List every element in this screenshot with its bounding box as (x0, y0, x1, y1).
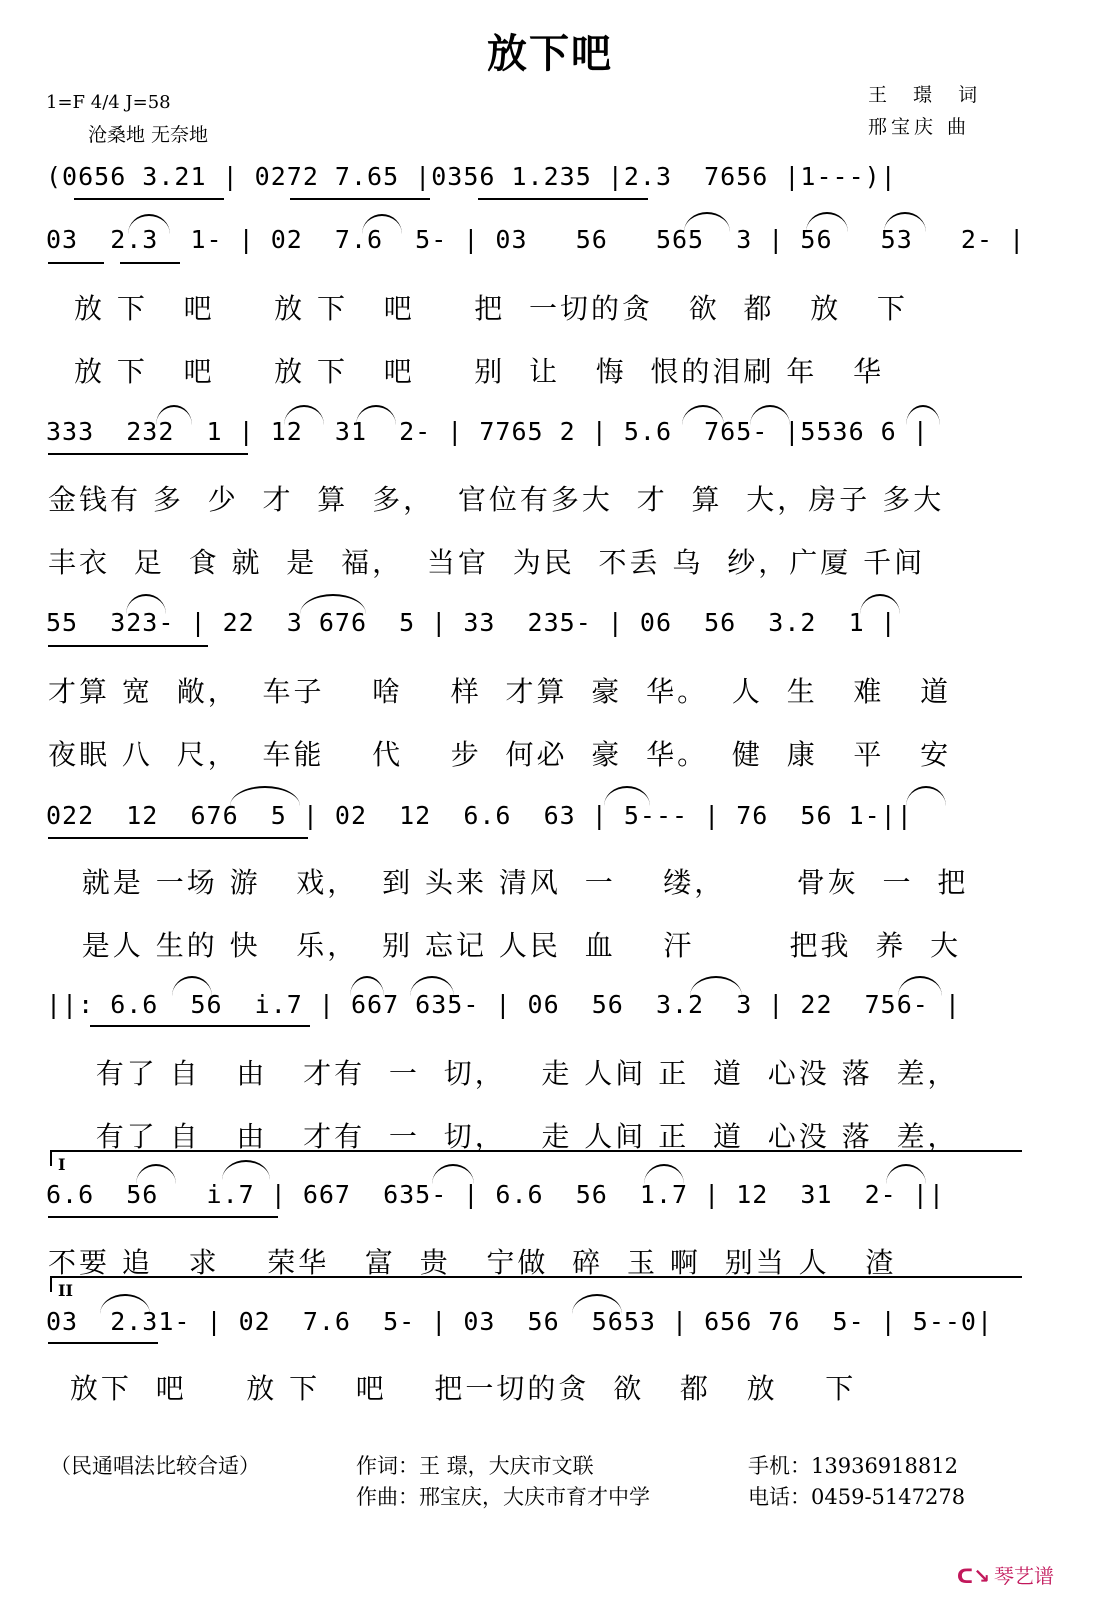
slur (128, 214, 170, 234)
slur (906, 405, 940, 425)
beam-underline (48, 1216, 278, 1218)
contact-phone: 电话：0459-5147278 (748, 1485, 966, 1509)
lyric-line-7: 放下 吧 放 下 吧 把一切的贪 欲 都 放 下 (58, 1372, 857, 1405)
slur (684, 212, 730, 232)
contact-mobile: 手机：13936918812 (748, 1454, 958, 1478)
beam-underline (120, 262, 180, 264)
slur (682, 405, 724, 425)
slur (410, 976, 454, 996)
first-ending-bracket (50, 1150, 1022, 1166)
lyricist-credit: 王 璟 词 (868, 84, 988, 106)
slur (898, 976, 942, 996)
lyric-line-1-verse-2: 放 下 吧 放 下 吧 别 让 悔 恨的泪刷 年 华 (74, 355, 885, 388)
notation-line-5-repeat: ||: 6.6 56 i.7 | 667 635- | 06 56 3.2 3 | 22 756- | (46, 990, 961, 1019)
footer-lyricist: 作词：王 璟，大庆市文联 (356, 1454, 594, 1478)
notation-line-intro: (0656 3.21 | 0272 7.65 |0356 1.235 |2.3 7656 |1---)| (46, 162, 897, 191)
slur (136, 1164, 176, 1184)
beam-underline (290, 198, 430, 200)
composer-credit: 邢宝庆 曲 (868, 116, 971, 138)
beam-underline (48, 837, 308, 839)
slur (126, 594, 166, 614)
watermark-logo-icon: ᑕ↘ (956, 1564, 990, 1588)
slur (172, 976, 212, 996)
beam-underline (74, 198, 224, 200)
beam-underline (478, 198, 648, 200)
slur (644, 1164, 684, 1184)
slur (156, 405, 192, 425)
lyric-line-2-verse-2: 丰衣 足 食 就 是 福， 当官 为民 不丢 乌 纱，广厦 千间 (48, 546, 926, 579)
first-ending-number: I (58, 1155, 66, 1174)
watermark-text: 琴艺谱 (994, 1564, 1054, 1588)
key-time-tempo: 1=F 4/4 J=58 (46, 92, 171, 113)
slur (884, 212, 926, 232)
slur (806, 212, 848, 232)
slur (604, 786, 650, 806)
second-ending-bracket (50, 1276, 1022, 1292)
performance-note: （民通唱法比较合适） (50, 1454, 260, 1478)
slur (350, 976, 384, 996)
slur (906, 786, 946, 806)
slur (230, 786, 300, 806)
notation-line-4: 022 12 676 5 | 02 12 6.6 63 | 5--- | 76 56 1-|| (46, 801, 913, 830)
slur (362, 214, 402, 234)
slur (572, 1294, 622, 1314)
slur (860, 594, 900, 614)
slur (284, 405, 324, 425)
slur (356, 405, 396, 425)
expression-marking: 沧桑地 无奈地 (88, 124, 209, 146)
notation-line-2: 333 232 1 | 12 31 2- | 7765 2 | 5.6 765- |5536 6 | (46, 417, 929, 446)
notation-line-3: 55 323- | 22 3 676 5 | 33 235- | 06 56 3.2 1 | (46, 608, 897, 637)
notation-line-6-first-ending: 6.6 56 i.7 | 667 635- | 6.6 56 1.7 | 12 31 2- || (46, 1180, 945, 1209)
song-title: 放下吧 (487, 30, 613, 77)
lyric-line-3-verse-1: 才算 宽 敞， 车子 啥 样 才算 豪 华。 人 生 难 道 (48, 675, 952, 708)
lyric-line-2-verse-1: 金钱有 多 少 才 算 多， 官位有多大 才 算 大，房子 多大 (48, 483, 945, 516)
notation-line-7-second-ending: 03 2.31- | 02 7.6 5- | 03 56 5653 | 656 76 5- | 5--0| (46, 1307, 994, 1336)
beam-underline (48, 645, 208, 647)
lyric-line-4-verse-1: 就是 一场 游 戏， 到 头来 清风 一 缕， 骨灰 一 把 (58, 866, 969, 899)
lyric-line-5-verse-1: 有了 自 由 才有 一 切， 走 人间 正 道 心没 落 差， (72, 1057, 959, 1090)
notation-line-1: 03 2.3 1- | 02 7.6 5- | 03 56 565 3 | 56 53 2- | (46, 225, 1026, 254)
second-ending-number: II (58, 1281, 73, 1300)
lyric-line-3-verse-2: 夜眠 八 尺， 车能 代 步 何必 豪 华。 健 康 平 安 (48, 738, 952, 771)
slur (100, 1294, 150, 1314)
slur (886, 1164, 926, 1184)
lyric-line-5-verse-2: 有了 自 由 才有 一 切， 走 人间 正 道 心没 落 差， (72, 1120, 959, 1153)
site-watermark (957, 1560, 1054, 1589)
lyric-line-6: 不要 追 求 荣华 富 贵 宁做 碎 玉 啊 别当 人 渣 (48, 1246, 897, 1279)
slur (300, 594, 366, 614)
beam-underline (48, 262, 104, 264)
beam-underline (48, 453, 248, 455)
slur (750, 405, 790, 425)
beam-underline (90, 1025, 310, 1027)
lyric-line-1-verse-1: 放 下 吧 放 下 吧 把 一切的贪 欲 都 放 下 (74, 292, 908, 325)
beam-underline (48, 1342, 158, 1344)
footer-composer: 作曲：邢宝庆，大庆市育才中学 (356, 1485, 650, 1509)
slur (432, 1164, 474, 1184)
lyric-line-4-verse-2: 是人 生的 快 乐， 别 忘记 人民 血 汗 把我 养 大 (58, 929, 962, 962)
slur (690, 976, 742, 996)
